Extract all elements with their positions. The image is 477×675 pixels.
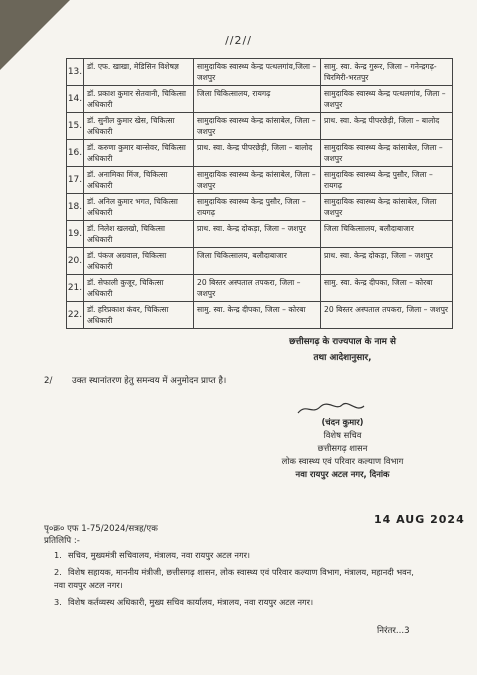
posting-to: सामुदायिक स्वास्थ्य केन्द्र पत्थलगांव, जिला – जशपुर [321,86,453,113]
officer-name: डॉ. सेफाली कुजूर, चिकित्सा अधिकारी [84,275,194,302]
approval-note [44,374,226,386]
posting-from: सामुदायिक स्वास्थ्य केन्द्र पत्थलगांव,जिला – जशपुर [194,59,321,86]
officer-name: डॉ. अनामिका मिंज, चिकित्सा अधिकारी [84,167,194,194]
posting-to: प्राथ. स्वा. केन्द्र दोकड़ा, जिला – जशपुर [321,248,453,275]
posting-from: जिला चिकित्सालय, बलौदाबाजार [194,248,321,275]
posting-to: जिला चिकित्सालय, बलौदाबाजार [321,221,453,248]
copy-to-heading: प्रतिलिपि :- [44,536,80,546]
posting-from: जिला चिकित्सालय, रायगढ़ [194,86,321,113]
copy-list-item: 2. विशेष सहायक, माननीय मंत्रीजी, छत्तीसगढ़ शासन, लोक स्वास्थ्य एवं परिवार कल्याण विभाग, मंत्रालय, महानदी भवन, नवा रायपुर अटल नगर। [54,567,414,590]
posting-to: प्राथ. स्वा. केन्द्र पीपरछेड़ी, जिला – बालोद [321,113,453,140]
row-number: 19. [67,221,84,248]
officer-name: डॉ. पंकज अग्रवाल, चिकित्सा अधिकारी [84,248,194,275]
transfer-table [66,58,453,329]
posting-from: सामुदायिक स्वास्थ्य केन्द्र पुसौर, जिला – रायगढ़ [194,194,321,221]
row-number: 16. [67,140,84,167]
note-number: 2/ [44,376,53,386]
copy-list-item: 3. विशेष कर्तव्यस्थ अधिकारी, मुख्य सचिव कार्यालय, मंत्रालय, नवा रायपुर अटल नगर। [54,597,314,607]
signatory-department: लोक स्वास्थ्य एवं परिवार कल्याण विभाग [281,456,404,466]
row-number: 20. [67,248,84,275]
table-row [67,86,453,113]
officer-name: डॉ. हरिप्रकाश कंवर, चिकित्सा अधिकारी [84,302,194,329]
table-row [67,194,453,221]
posting-to: सामुदायिक स्वास्थ्य केन्द्र कांसाबेल, जिला – जशपुर [321,140,453,167]
signatory-government: छत्तीसगढ़ शासन [317,443,368,453]
posting-to: 20 बिस्तर अस्पताल तपकरा, जिला – जशपुर [321,302,453,329]
copy-list-item: 1. सचिव, मुख्यमंत्री सचिवालय, मंत्रालय, नवा रायपुर अटल नगर। [54,550,251,560]
officer-name: डॉ. सुनील कुमार खेस, चिकित्सा अधिकारी [84,113,194,140]
table-row [67,59,453,86]
posting-from: 20 बिस्तर अस्पताल तपकरा, जिला – जशपुर [194,275,321,302]
posting-from: सामु. स्वा. केन्द्र दीपका, जिला – कोरबा [194,302,321,329]
table-row [67,221,453,248]
officer-name: डॉ. प्रकाश कुमार सेतवानी, चिकित्सा अधिकारी [84,86,194,113]
table-row [67,113,453,140]
authority-line-2: तथा आदेशानुसार, [313,353,372,363]
posting-to: सामु. स्वा. केन्द्र दीपका, जिला – कोरबा [321,275,453,302]
authority-line-1: छत्तीसगढ़ के राज्यपाल के नाम से [289,337,396,347]
posting-from: प्राथ. स्वा. केन्द्र पीपरछेड़ी, जिला – बालोद [194,140,321,167]
row-number: 15. [67,113,84,140]
table-row [67,302,453,329]
signatory-designation: विशेष सचिव [323,430,362,440]
officer-name: डॉ. निलेश खलखो, चिकित्सा अधिकारी [84,221,194,248]
row-number: 13. [67,59,84,86]
posting-from: प्राथ. स्वा. केन्द्र दोकड़ा, जिला – जशपुर [194,221,321,248]
row-number: 22. [67,302,84,329]
table-row [67,140,453,167]
signature-image [296,401,366,417]
table-row [67,248,453,275]
date-stamp: 14 AUG 2024 [374,513,465,526]
note-text: उक्त स्थानांतरण हेतु समन्वय में अनुमोदन प्राप्त है। [72,376,227,386]
page-number: //2// [225,34,252,47]
posting-from: सामुदायिक स्वास्थ्य केन्द्र कांसाबेल, जिला – जशपुर [194,113,321,140]
table-row [67,275,453,302]
posting-from: सामुदायिक स्वास्थ्य केन्द्र कांसाबेल, जिला – जशपुर [194,167,321,194]
table-row [67,167,453,194]
reference-number: पृ०क्र० एफ 1-75/2024/सत्रह/एक [44,524,158,534]
posting-to: सामु. स्वा. केन्द्र गुरूर, जिला – गनेन्द्रगढ़-चिरमिरी-भरतपुर [321,59,453,86]
continued-marker: निरंतर...3 [377,626,410,636]
row-number: 21. [67,275,84,302]
row-number: 17. [67,167,84,194]
officer-name: डॉ. एफ. खाखा, मेडिसिन विशेषज्ञ [84,59,194,86]
signatory-place: नवा रायपुर अटल नगर, दिनांक [295,469,390,479]
posting-to: सामुदायिक स्वास्थ्य केन्द्र कांसाबेल, जिला जशपुर [321,194,453,221]
officer-name: डॉ. अनिल कुमार भगत, चिकित्सा अधिकारी [84,194,194,221]
signatory-name: (चंदन कुमार) [321,417,364,427]
officer-name: डॉ. करुणा कुमार बान्सेवर, चिकित्सा अधिकारी [84,140,194,167]
row-number: 14. [67,86,84,113]
row-number: 18. [67,194,84,221]
posting-to: सामुदायिक स्वास्थ्य केन्द्र पुसौर, जिला – रायगढ़ [321,167,453,194]
